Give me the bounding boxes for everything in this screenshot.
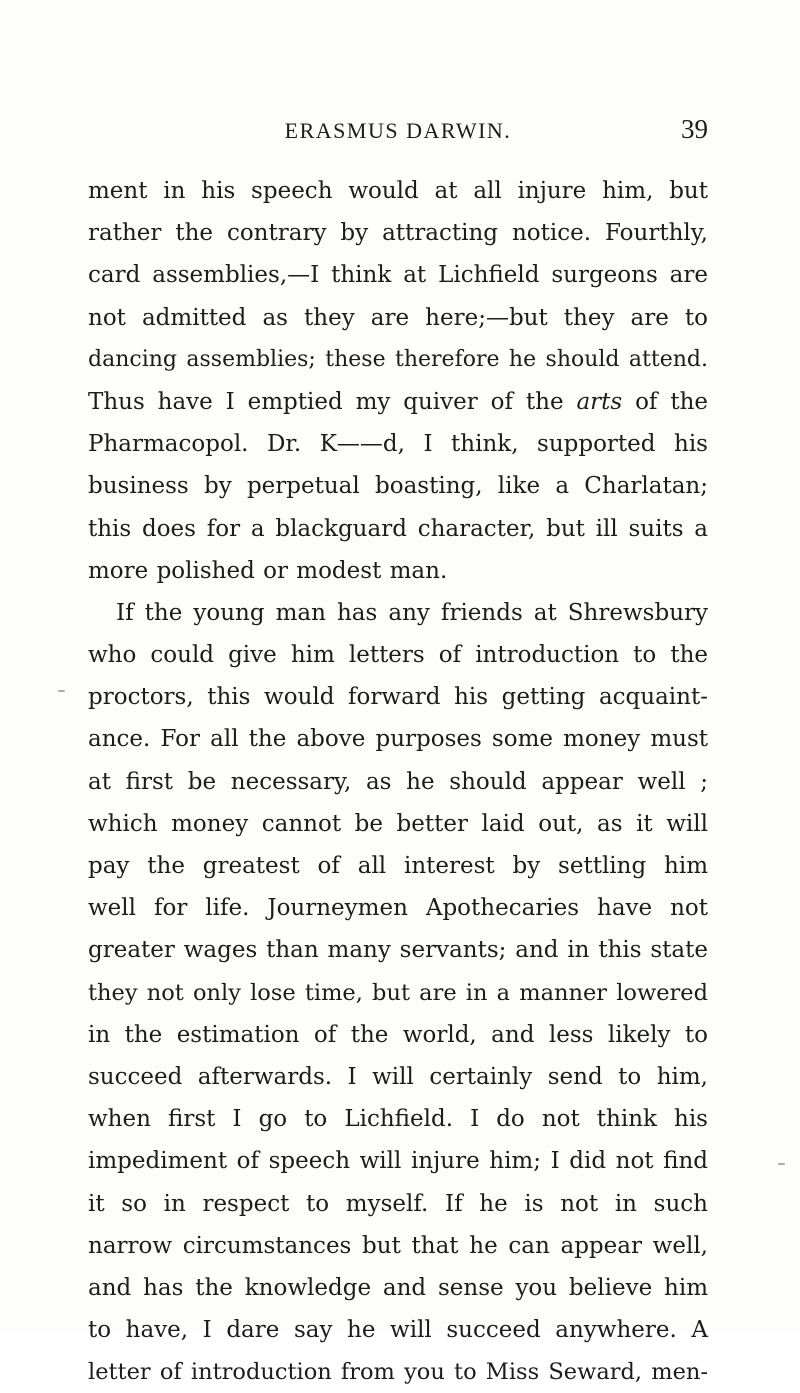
text-line: it so in respect to myself. If he is not in such (88, 1190, 708, 1217)
italic-word: arts (576, 388, 623, 415)
text-line: at first be necessary, as he should appear well ; (88, 768, 708, 795)
text-line: greater wages than many servants; and in this state (88, 937, 708, 964)
text-line: succeed afterwards. I will certainly send to him, (88, 1063, 708, 1090)
text-line: more polished or modest man. (88, 557, 448, 584)
text-line: pay the greatest of all interest by settling him (88, 853, 708, 879)
text-line: and has the knowledge and sense you believe him (88, 1274, 708, 1301)
text-line: letter of introduction from you to Miss Seward, men- (88, 1359, 708, 1386)
text-line: in the estimation of the world, and less likely to (88, 1021, 708, 1048)
running-title: ERASMUS DARWIN. (284, 118, 512, 143)
page-number: 39 (681, 114, 708, 144)
text-line: this does for a blackguard character, but ill suits a (88, 515, 708, 542)
text-line: card assemblies,—I think at Lichfield surgeons are (88, 262, 708, 289)
text-line: ment in his speech would at all injure him, but (88, 178, 708, 204)
text-line: impediment of speech will injure him; I did not find (88, 1148, 708, 1175)
text-line: when first I go to Lichfield. I do not think his (88, 1106, 708, 1133)
text-line: narrow circumstances but that he can appear well, (88, 1232, 708, 1259)
running-head (88, 114, 708, 158)
text-line: who could give him letters of introduction to the (88, 642, 708, 669)
text-line: proctors, this would forward his getting acquaint- (88, 684, 708, 711)
margin-mark (778, 1163, 785, 1165)
text-line: dancing assemblies; these therefore he should attend. (88, 346, 708, 372)
text-line: well for life. Journeymen Apothecaries have not (88, 895, 708, 922)
text-line: they not only lose time, but are in a manner lowered (88, 979, 708, 1006)
text-line: to have, I dare say he will succeed anywhere. A (88, 1317, 708, 1344)
text-line: business by perpetual boasting, like a Charlatan; (88, 473, 708, 500)
text-line: not admitted as they are here;—but they are to (88, 304, 708, 331)
body-text (88, 170, 708, 1393)
text-line: rather the contrary by attracting notice. Fourthly, (88, 220, 708, 247)
margin-mark (58, 690, 65, 692)
text-line: Pharmacopol. Dr. K——d, I think, supported his (88, 431, 708, 458)
text-line: ance. For all the above purposes some money must (88, 726, 708, 753)
text-line: If the young man has any friends at Shrewsbury (116, 599, 708, 626)
text-line: Thus have I emptied my quiver of the arts of the (88, 388, 708, 415)
text-line: which money cannot be better laid out, as it will (88, 810, 708, 837)
